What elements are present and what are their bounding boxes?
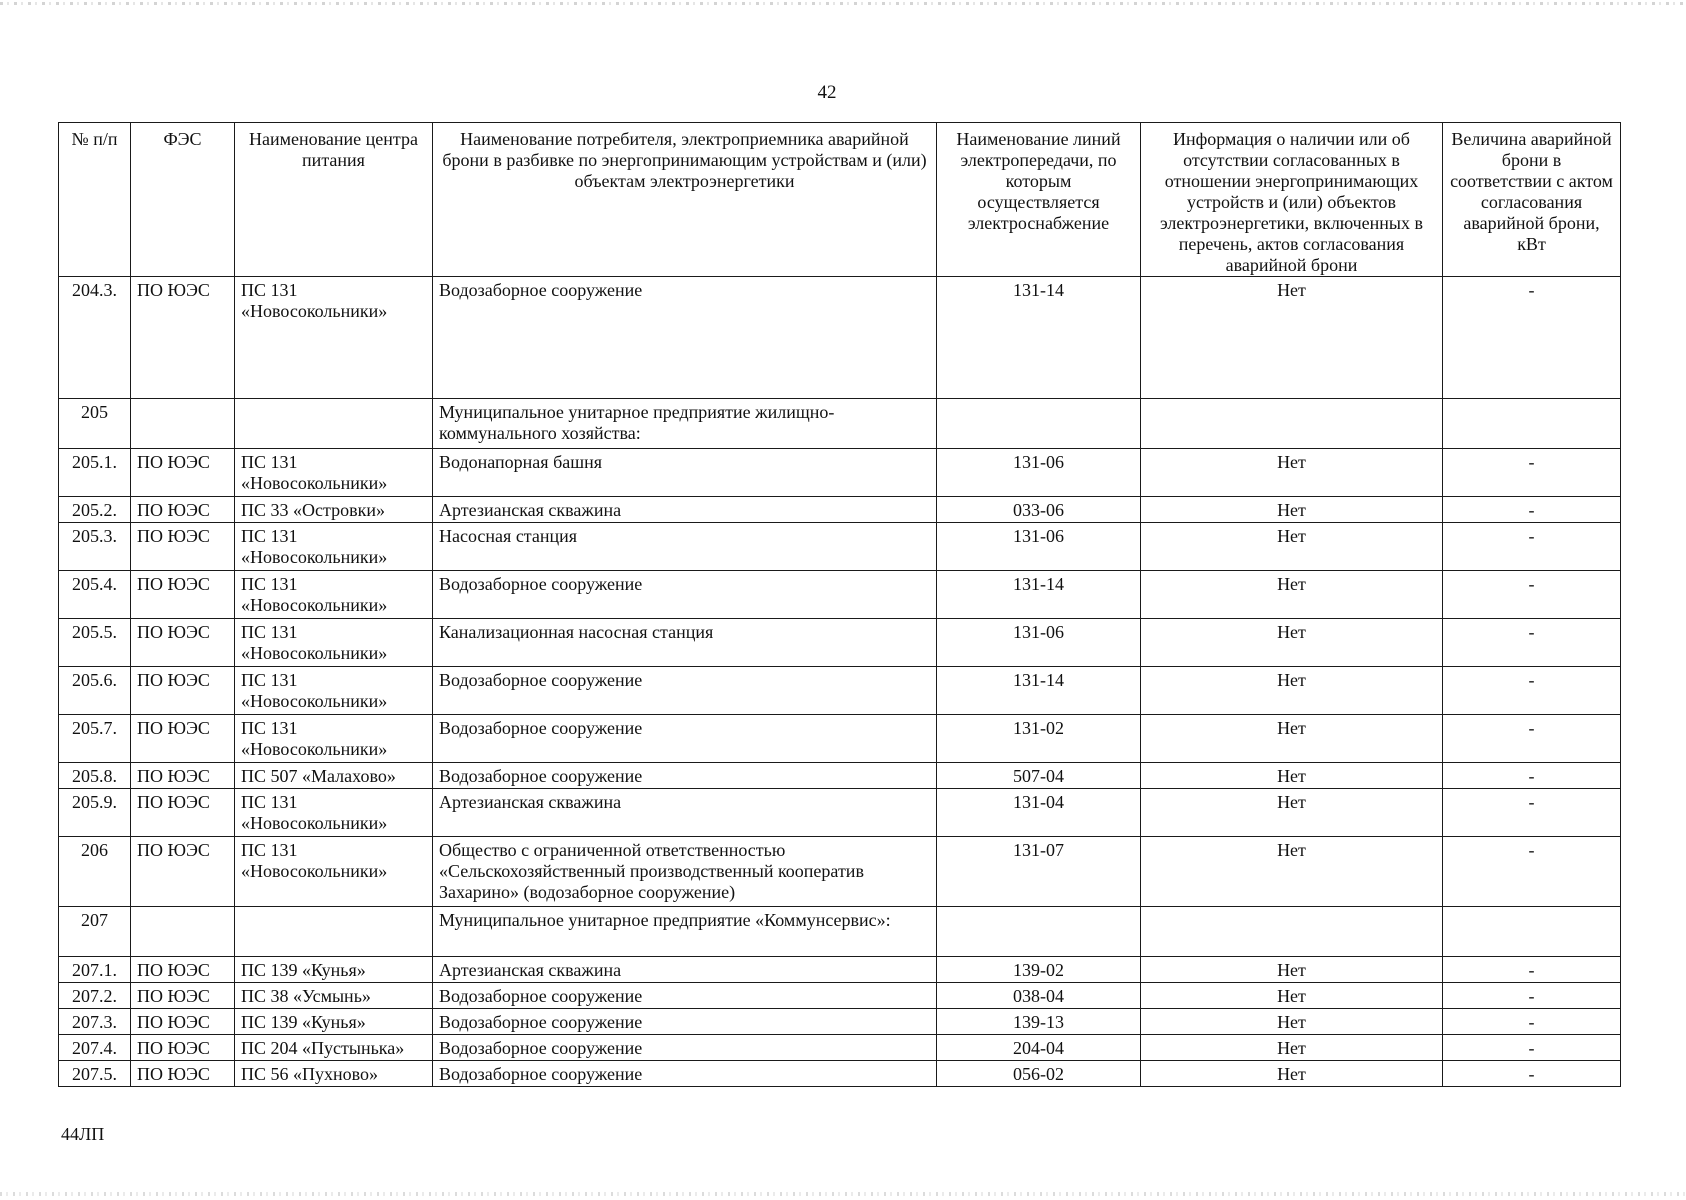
cell-power-line: 131-14 — [937, 667, 1141, 715]
cell-power-center — [235, 399, 433, 449]
cell-num: 205.5. — [59, 619, 131, 667]
cell-power-center: ПС 56 «Пухново» — [235, 1061, 433, 1087]
cell-fes: ПО ЮЭС — [131, 277, 235, 399]
cell-fes — [131, 399, 235, 449]
cell-power-center: ПС 139 «Кунья» — [235, 1009, 433, 1035]
cell-reserve-value: - — [1443, 1035, 1621, 1061]
page-number: 42 — [817, 82, 837, 103]
cell-consumer: Водозаборное сооружение — [433, 983, 937, 1009]
cell-power-center — [235, 907, 433, 957]
cell-power-center: ПС 131 «Новосокольники» — [235, 523, 433, 571]
cell-consumer: Водозаборное сооружение — [433, 763, 937, 789]
cell-agreement-info: Нет — [1141, 1061, 1443, 1087]
cell-agreement-info — [1141, 399, 1443, 449]
cell-power-center: ПС 131 «Новосокольники» — [235, 277, 433, 399]
cell-fes: ПО ЮЭС — [131, 837, 235, 907]
cell-reserve-value: - — [1443, 789, 1621, 837]
cell-fes: ПО ЮЭС — [131, 789, 235, 837]
cell-reserve-value — [1443, 907, 1621, 957]
cell-power-center: ПС 33 «Островки» — [235, 497, 433, 523]
cell-power-line: 507-04 — [937, 763, 1141, 789]
header-fes: ФЭС — [131, 123, 235, 277]
table-row — [59, 1061, 1621, 1087]
cell-reserve-value: - — [1443, 497, 1621, 523]
cell-num: 205 — [59, 399, 131, 449]
cell-reserve-value: - — [1443, 523, 1621, 571]
cell-power-line — [937, 907, 1141, 957]
scan-edge-bottom — [0, 1192, 1686, 1196]
table-row — [59, 957, 1621, 983]
cell-power-line: 131-07 — [937, 837, 1141, 907]
table-row — [59, 277, 1621, 399]
cell-num: 207 — [59, 907, 131, 957]
cell-consumer: Артезианская скважина — [433, 957, 937, 983]
cell-power-line: 131-14 — [937, 571, 1141, 619]
cell-fes: ПО ЮЭС — [131, 1009, 235, 1035]
cell-fes: ПО ЮЭС — [131, 957, 235, 983]
cell-reserve-value: - — [1443, 277, 1621, 399]
cell-num: 205.4. — [59, 571, 131, 619]
cell-power-center: ПС 131 «Новосокольники» — [235, 449, 433, 497]
cell-power-line — [937, 399, 1141, 449]
cell-fes: ПО ЮЭС — [131, 571, 235, 619]
cell-fes: ПО ЮЭС — [131, 763, 235, 789]
cell-fes: ПО ЮЭС — [131, 1061, 235, 1087]
table-row — [59, 763, 1621, 789]
cell-num: 205.7. — [59, 715, 131, 763]
cell-power-line: 131-06 — [937, 619, 1141, 667]
cell-num: 207.4. — [59, 1035, 131, 1061]
cell-reserve-value: - — [1443, 837, 1621, 907]
cell-num: 205.1. — [59, 449, 131, 497]
cell-consumer: Общество с ограниченной ответственностью «Сельскохозяйственный производственный кооператив Захарино» (водозаборное сооружение) — [433, 837, 937, 907]
cell-agreement-info — [1141, 907, 1443, 957]
cell-consumer: Водозаборное сооружение — [433, 1009, 937, 1035]
table-row — [59, 1035, 1621, 1061]
cell-num: 204.3. — [59, 277, 131, 399]
cell-consumer: Артезианская скважина — [433, 497, 937, 523]
cell-num: 205.6. — [59, 667, 131, 715]
cell-reserve-value: - — [1443, 619, 1621, 667]
cell-reserve-value: - — [1443, 1061, 1621, 1087]
cell-power-center: ПС 131 «Новосокольники» — [235, 715, 433, 763]
table-row — [59, 399, 1621, 449]
header-power-line: Наименование линий электропередачи, по которым осуществляется электроснабжение — [937, 123, 1141, 277]
cell-consumer: Муниципальное унитарное предприятие «Коммунсервис»: — [433, 907, 937, 957]
cell-power-center: ПС 131 «Новосокольники» — [235, 619, 433, 667]
cell-fes: ПО ЮЭС — [131, 523, 235, 571]
cell-power-line: 056-02 — [937, 1061, 1141, 1087]
cell-power-line: 131-14 — [937, 277, 1141, 399]
cell-agreement-info: Нет — [1141, 715, 1443, 763]
cell-agreement-info: Нет — [1141, 1035, 1443, 1061]
cell-agreement-info: Нет — [1141, 449, 1443, 497]
cell-agreement-info: Нет — [1141, 619, 1443, 667]
cell-reserve-value: - — [1443, 763, 1621, 789]
table-row — [59, 667, 1621, 715]
cell-power-line: 131-06 — [937, 449, 1141, 497]
cell-consumer: Водозаборное сооружение — [433, 571, 937, 619]
cell-fes — [131, 907, 235, 957]
cell-power-line: 131-02 — [937, 715, 1141, 763]
cell-reserve-value: - — [1443, 957, 1621, 983]
table-row — [59, 571, 1621, 619]
cell-consumer: Водозаборное сооружение — [433, 1035, 937, 1061]
cell-agreement-info: Нет — [1141, 277, 1443, 399]
cell-agreement-info: Нет — [1141, 1009, 1443, 1035]
table-row — [59, 715, 1621, 763]
cell-power-line: 033-06 — [937, 497, 1141, 523]
table-row — [59, 449, 1621, 497]
cell-reserve-value: - — [1443, 983, 1621, 1009]
cell-power-center: ПС 131 «Новосокольники» — [235, 837, 433, 907]
cell-reserve-value: - — [1443, 1009, 1621, 1035]
cell-reserve-value — [1443, 399, 1621, 449]
cell-reserve-value: - — [1443, 449, 1621, 497]
cell-power-line: 204-04 — [937, 1035, 1141, 1061]
cell-num: 207.1. — [59, 957, 131, 983]
table-row — [59, 907, 1621, 957]
cell-fes: ПО ЮЭС — [131, 497, 235, 523]
cell-power-center: ПС 38 «Усмынь» — [235, 983, 433, 1009]
cell-fes: ПО ЮЭС — [131, 715, 235, 763]
cell-power-center: ПС 204 «Пустынька» — [235, 1035, 433, 1061]
table-row — [59, 523, 1621, 571]
cell-power-line: 139-02 — [937, 957, 1141, 983]
cell-consumer: Насосная станция — [433, 523, 937, 571]
emergency-reserve-table — [58, 122, 1621, 1087]
cell-consumer: Канализационная насосная станция — [433, 619, 937, 667]
header-power-center: Наименование центра питания — [235, 123, 433, 277]
cell-num: 205.2. — [59, 497, 131, 523]
cell-agreement-info: Нет — [1141, 789, 1443, 837]
table-row — [59, 983, 1621, 1009]
cell-consumer: Водозаборное сооружение — [433, 715, 937, 763]
table-row — [59, 789, 1621, 837]
cell-consumer: Артезианская скважина — [433, 789, 937, 837]
cell-consumer: Муниципальное унитарное предприятие жилищно-коммунального хозяйства: — [433, 399, 937, 449]
cell-num: 207.3. — [59, 1009, 131, 1035]
footer-code: 44ЛП — [61, 1124, 105, 1144]
cell-power-center: ПС 131 «Новосокольники» — [235, 667, 433, 715]
cell-fes: ПО ЮЭС — [131, 983, 235, 1009]
cell-num: 207.5. — [59, 1061, 131, 1087]
header-agreement-info: Информация о наличии или об отсутствии согласованных в отношении энергопринимающих устройств и (или) объектов электроэнергетики, включенных в перечень, актов согласования аварийной брони — [1141, 123, 1443, 277]
table-header-row — [59, 123, 1621, 277]
cell-agreement-info: Нет — [1141, 571, 1443, 619]
cell-power-center: ПС 131 «Новосокольники» — [235, 571, 433, 619]
cell-agreement-info: Нет — [1141, 957, 1443, 983]
scan-edge-top — [0, 2, 1686, 5]
cell-num: 205.9. — [59, 789, 131, 837]
cell-fes: ПО ЮЭС — [131, 449, 235, 497]
table-row — [59, 1009, 1621, 1035]
cell-consumer: Водозаборное сооружение — [433, 667, 937, 715]
cell-num: 207.2. — [59, 983, 131, 1009]
cell-power-line: 139-13 — [937, 1009, 1141, 1035]
cell-consumer: Водонапорная башня — [433, 449, 937, 497]
cell-agreement-info: Нет — [1141, 983, 1443, 1009]
table-row — [59, 837, 1621, 907]
cell-fes: ПО ЮЭС — [131, 667, 235, 715]
cell-reserve-value: - — [1443, 667, 1621, 715]
cell-power-line: 131-06 — [937, 523, 1141, 571]
cell-consumer: Водозаборное сооружение — [433, 1061, 937, 1087]
cell-agreement-info: Нет — [1141, 837, 1443, 907]
header-num: № п/п — [59, 123, 131, 277]
cell-power-center: ПС 139 «Кунья» — [235, 957, 433, 983]
cell-fes: ПО ЮЭС — [131, 1035, 235, 1061]
cell-fes: ПО ЮЭС — [131, 619, 235, 667]
cell-power-center: ПС 131 «Новосокольники» — [235, 789, 433, 837]
cell-agreement-info: Нет — [1141, 763, 1443, 789]
header-reserve-value: Величина аварийной брони в соответствии с актом согласования аварийной брони, кВт — [1443, 123, 1621, 277]
cell-num: 206 — [59, 837, 131, 907]
table-body — [59, 277, 1621, 1087]
table-row — [59, 619, 1621, 667]
cell-power-line: 131-04 — [937, 789, 1141, 837]
cell-agreement-info: Нет — [1141, 667, 1443, 715]
cell-power-center: ПС 507 «Малахово» — [235, 763, 433, 789]
cell-num: 205.3. — [59, 523, 131, 571]
cell-reserve-value: - — [1443, 571, 1621, 619]
cell-agreement-info: Нет — [1141, 497, 1443, 523]
cell-consumer: Водозаборное сооружение — [433, 277, 937, 399]
cell-num: 205.8. — [59, 763, 131, 789]
cell-agreement-info: Нет — [1141, 523, 1443, 571]
table-row — [59, 497, 1621, 523]
cell-reserve-value: - — [1443, 715, 1621, 763]
header-consumer: Наименование потребителя, электроприемника аварийной брони в разбивке по энергопринимающим устройствам и (или) объектам электроэнергетики — [433, 123, 937, 277]
cell-power-line: 038-04 — [937, 983, 1141, 1009]
